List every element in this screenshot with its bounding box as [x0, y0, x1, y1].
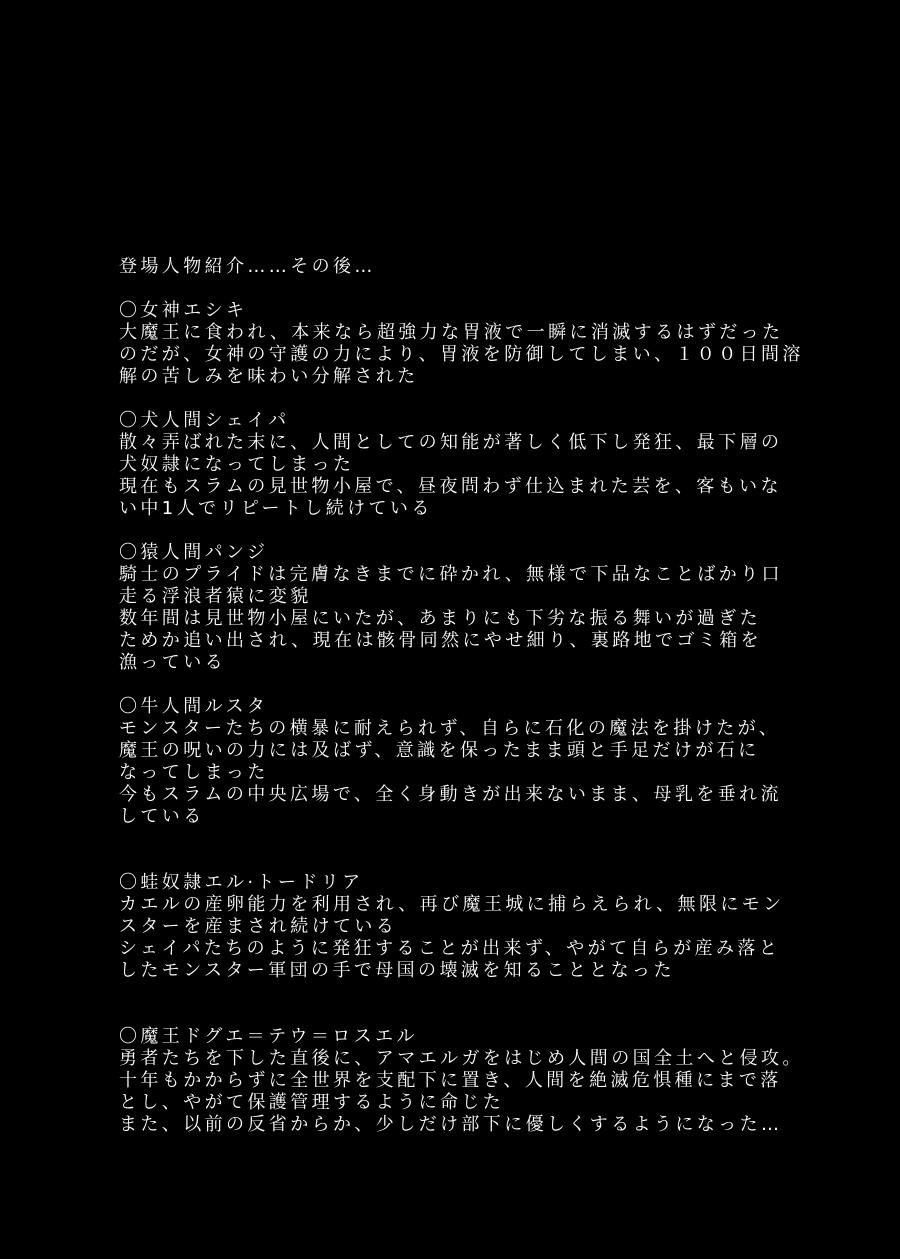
description-line: 魔王の呪いの力には及ばず、意識を保ったまま頭と手足だけが石に [119, 740, 760, 761]
description-line: スターを産まされ続けている [119, 916, 398, 937]
character-name: 〇猿人間パンジ [119, 542, 269, 563]
character-section [119, 300, 819, 388]
description-line: 騎士のプライドは完膚なきまでに砕かれ、無様で下品なことばかり口 [119, 564, 783, 585]
description-line: している [119, 806, 205, 827]
description-line: ためか追い出され、現在は骸骨同然にやせ細り、裏路地でゴミ箱を [119, 630, 763, 651]
character-section [119, 1026, 819, 1136]
character-name: 〇女神エシキ [119, 300, 248, 321]
description-line: のだが、女神の守護の力により、胃液を防御してしまい、１００日間溶 [119, 344, 804, 365]
description-line: 今もスラムの中央広場で、全く身動きが出来ないまま、母乳を垂れ流 [119, 784, 782, 805]
description-line: 散々弄ばれた末に、人間としての知能が著しく低下し発狂、最下層の [119, 432, 783, 453]
character-section [119, 410, 819, 520]
character-name: 〇犬人間シェイパ [119, 410, 290, 431]
description-line: なってしまった [119, 762, 269, 783]
character-section [119, 872, 819, 982]
description-line: 十年もかからずに全世界を支配下に置き、人間を絶滅危惧種にまで落 [119, 1070, 782, 1091]
character-section [119, 696, 819, 828]
description-line: 犬奴隷になってしまった [119, 454, 355, 475]
page-title: 登場人物紹介……その後… [119, 256, 376, 277]
description-line: また、以前の反省からか、少しだけ部下に優しくするようになった… [119, 1114, 783, 1135]
character-intro-text [119, 256, 819, 1136]
description-line: シェイパたちのように発狂することが出来ず、やがて自らが産み落と [119, 938, 781, 959]
description-line: したモンスター軍団の手で母国の壊滅を知ることとなった [119, 960, 675, 981]
character-section [119, 542, 819, 674]
character-name: 〇蛙奴隷エル·トードリア [119, 872, 364, 893]
character-name: 〇魔王ドグエ＝テウ＝ロスエル [119, 1026, 418, 1047]
description-line: 走る浮浪者猿に変貌 [119, 586, 312, 607]
description-line: 数年間は見世物小屋にいたが、あまりにも下劣な振る舞いが過ぎた [119, 608, 761, 629]
description-line: モンスターたちの横暴に耐えられず、自らに石化の魔法を掛けたが、 [119, 718, 781, 739]
description-line: 解の苦しみを味わい分解された [119, 366, 419, 387]
description-line: い中1人でリピートし続けている [119, 498, 433, 519]
description-line: 勇者たちを下した直後に、アマエルガをはじめ人間の国全土へと侵攻。 [119, 1048, 804, 1069]
description-line: とし、やがて保護管理するように命じた [119, 1092, 505, 1113]
character-name: 〇牛人間ルスタ [119, 696, 269, 717]
description-line: 大魔王に食われ、本来なら超強力な胃液で一瞬に消滅するはずだった [119, 322, 784, 343]
description-line: 現在もスラムの見世物小屋で、昼夜問わず仕込まれた芸を、客もいな [119, 476, 782, 497]
description-line: 漁っている [119, 652, 226, 673]
description-line: カエルの産卵能力を利用され、再び魔王城に捕らえられ、無限にモン [119, 894, 785, 915]
